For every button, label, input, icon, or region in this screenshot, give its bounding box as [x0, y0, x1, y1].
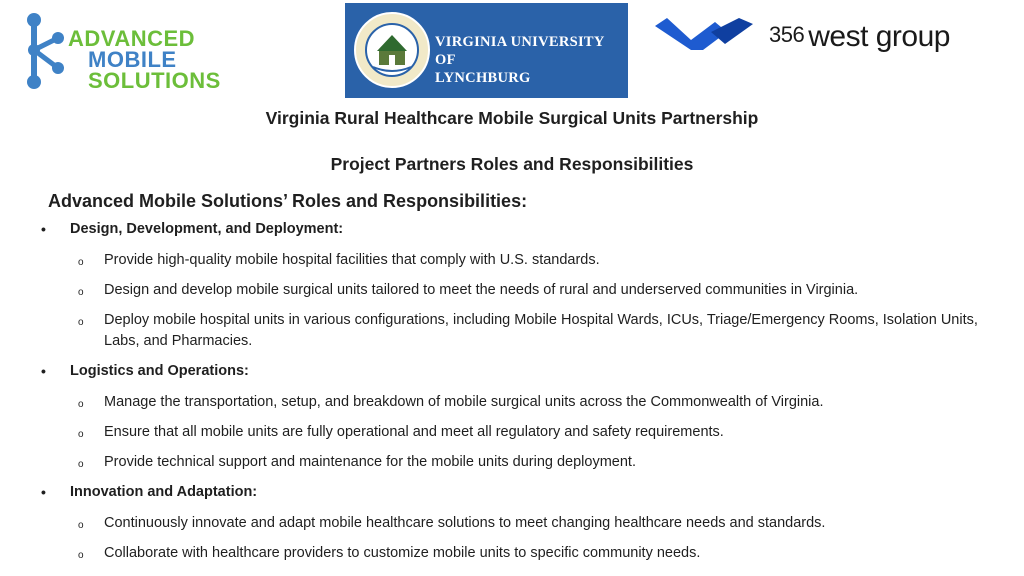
university-name: VIRGINIA UNIVERSITY OF LYNCHBURG: [435, 34, 605, 86]
section-design-development: • Design, Development, and Deployment:: [41, 221, 344, 237]
sub-bullet-icon: o: [78, 550, 84, 561]
virginia-university-logo: [345, 3, 628, 98]
ams-word-mobile: MOBILE: [88, 47, 177, 72]
advanced-mobile-solutions-logo: [24, 10, 226, 96]
sub-bullet-icon: o: [78, 257, 84, 268]
page-subtitle: Project Partners Roles and Responsibilities: [330, 154, 694, 174]
page-title: Virginia Rural Healthcare Mobile Surgical Units Partnership: [265, 108, 759, 128]
sub-bullet-icon: o: [78, 429, 84, 440]
section-logistics-operations: • Logistics and Operations:: [41, 363, 249, 379]
list-item: o Design and develop mobile surgical units tailored to meet the needs of rural and underserved communities in Virginia.: [0, 280, 1024, 301]
ams-word-solutions: SOLUTIONS: [88, 68, 221, 93]
list-item: o Collaborate with healthcare providers to customize mobile units to specific community needs.: [0, 543, 1024, 564]
sub-bullet-icon: o: [78, 399, 84, 410]
list-item: o Deploy mobile hospital units in various configurations, including Mobile Hospital Wards, ICUs, Triage/Emergency Rooms, Isolation Units, Labs, and Pharmacies.: [78, 312, 978, 349]
university-seal-icon: [353, 11, 431, 89]
list-item: o Continuously innovate and adapt mobile healthcare solutions to meet changing healthcare needs and standards.: [0, 513, 1024, 534]
west-group-wordmark: 356 west group: [769, 20, 950, 53]
ams-word-advanced: ADVANCED: [68, 26, 196, 51]
bullet-icon: •: [41, 221, 46, 237]
list-item: o Ensure that all mobile units are fully operational and meet all regulatory and safety requirements.: [0, 422, 1024, 443]
sub-bullet-icon: o: [78, 287, 84, 298]
bullet-icon: •: [41, 484, 46, 500]
sub-bullet-icon: o: [78, 520, 84, 531]
section-heading: Advanced Mobile Solutions’ Roles and Responsibilities:: [48, 191, 528, 211]
section-innovation-adaptation: • Innovation and Adaptation:: [41, 484, 258, 500]
ams-wordmark: [68, 28, 221, 91]
sub-bullet-icon: o: [78, 459, 84, 470]
west-group-logo: [655, 14, 985, 64]
sub-bullet-icon: o: [78, 317, 84, 328]
west-group-chevron-icon: [655, 18, 755, 52]
responsibilities-list: [0, 219, 1024, 564]
list-item: o Manage the transportation, setup, and breakdown of mobile surgical units across the Commonwealth of Virginia.: [0, 392, 1024, 413]
ams-molecule-icon: [24, 10, 68, 96]
list-item: o Provide high-quality mobile hospital facilities that comply with U.S. standards.: [0, 250, 1024, 271]
bullet-icon: •: [41, 363, 46, 379]
list-item: o Provide technical support and maintenance for the mobile units during deployment.: [0, 452, 1024, 473]
